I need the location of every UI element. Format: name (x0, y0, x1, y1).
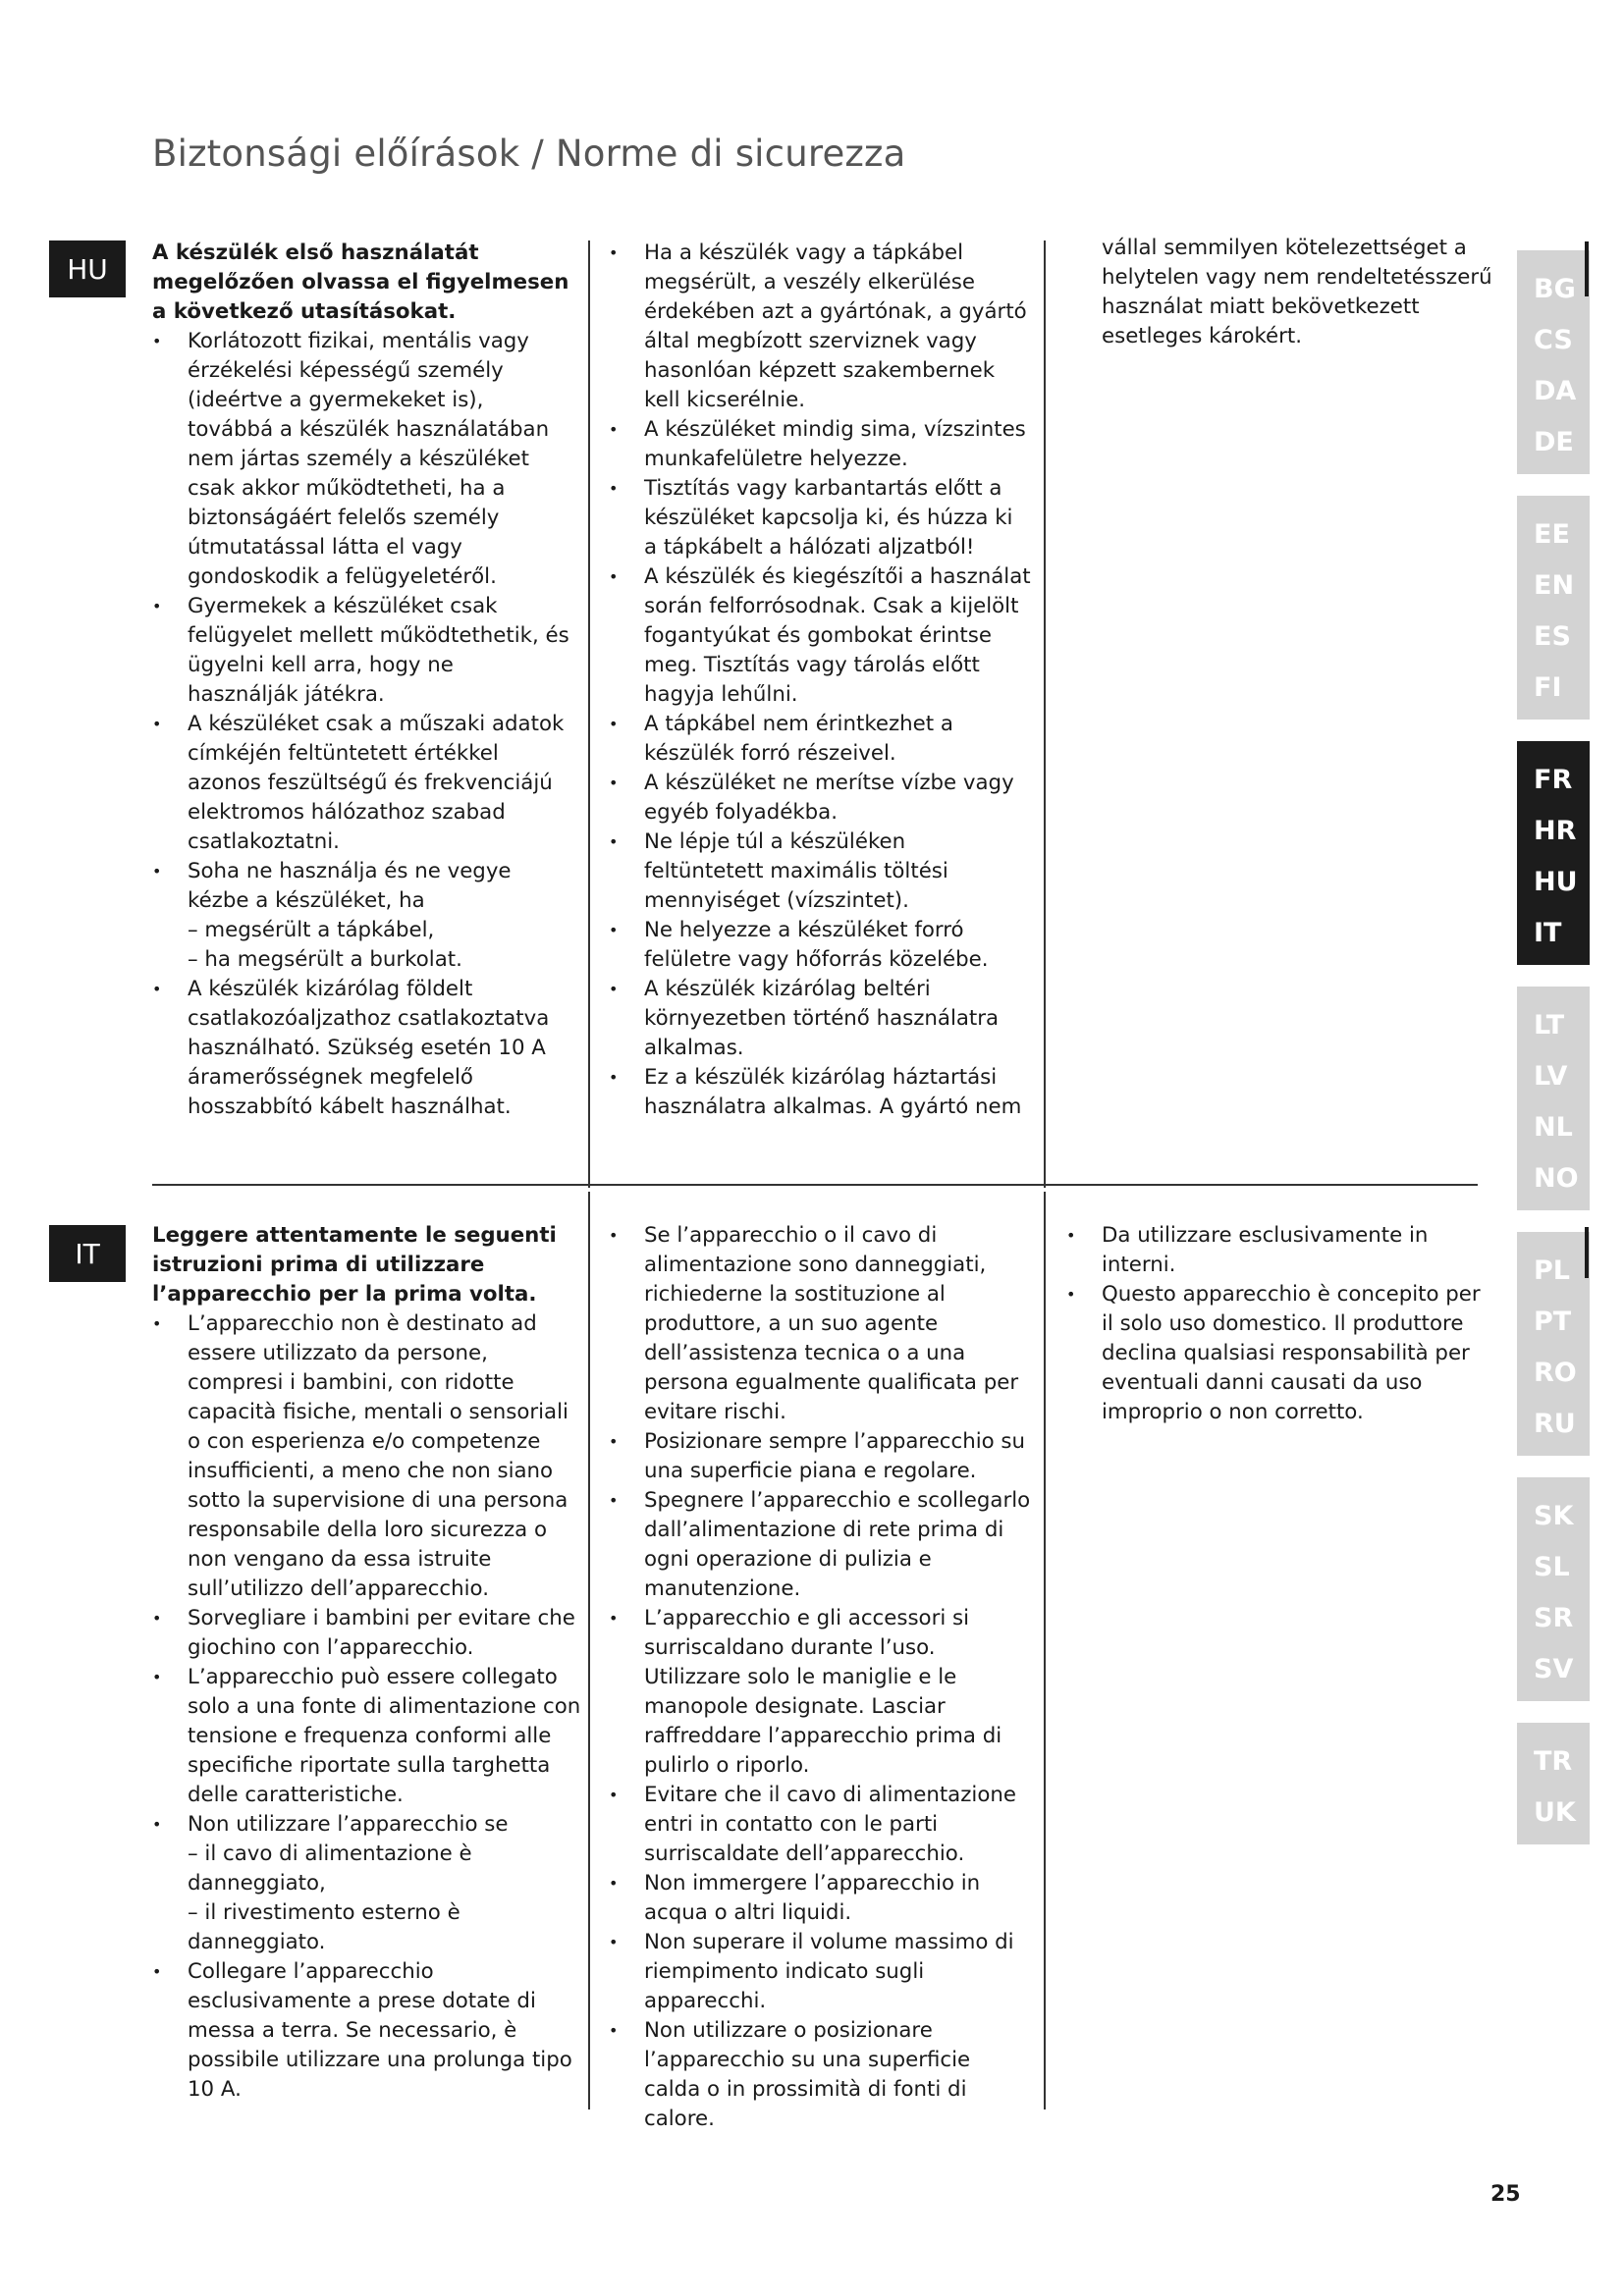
tab-hr[interactable]: HR (1534, 816, 1577, 846)
hu-column-3 (1102, 234, 1494, 351)
page-title: Biztonsági előírások / Norme di sicurezza (152, 133, 906, 175)
it-item-9: • L’apparecchio e gli accessori si surriscaldano durante l’uso. Utilizzare solo le maniglie e le manopole designate. Lasciar raffreddare l’apparecchio prima di pulirlo o riporlo. (609, 1604, 1031, 1781)
it-column-2 (609, 1221, 1031, 2134)
hu-item-11: • A készüléket ne merítse vízbe vagy egyéb folyadékba. (609, 769, 1031, 828)
section-divider (152, 1184, 1478, 1186)
section-marker-it (1585, 1227, 1589, 1278)
hu-item-10: • A tápkábel nem érintkezhet a készülék forró részeivel. (609, 710, 1031, 769)
hu-item-9: • A készülék és kiegészítői a használat során felforrósodnak. Csak a kijelölt fogantyúkat és gombokat érintse meg. Tisztítás vagy tárolás előtt hagyja lehűlni. (609, 562, 1031, 710)
tab-ru[interactable]: RU (1534, 1409, 1576, 1439)
hu-item-8: • Tisztítás vagy karbantartás előtt a készüléket kapcsolja ki, és húzza ki a tápkábelt a hálózati aljzatból! (609, 474, 1031, 562)
tab-group-5 (1517, 1232, 1590, 1456)
hu-continuation: vállal semmilyen kötelezettséget a helytelen vagy nem rendeltetésszerű használat miatt bekövetkezett esetleges károkért. (1102, 236, 1492, 348)
it-column-3 (1066, 1221, 1498, 1427)
tab-pt[interactable]: PT (1534, 1307, 1572, 1337)
hu-item-4-sub-1: – megsérült a tápkábel, (188, 918, 435, 942)
it-item-10: • Evitare che il cavo di alimentazione entri in contatto con le parti surriscaldate dell’apparecchio. (609, 1781, 1031, 1869)
it-intro: Leggere attentamente le seguenti istruzioni prima di utilizzare l’apparecchio per la prima volta. (152, 1223, 557, 1307)
tab-bg[interactable]: BG (1534, 274, 1576, 304)
it-item-11: • Non immergere l’apparecchio in acqua o altri liquidi. (609, 1869, 1031, 1928)
tab-nl[interactable]: NL (1534, 1112, 1573, 1143)
hu-column-1 (152, 239, 569, 1122)
it-item-3: • L’apparecchio può essere collegato solo a una fonte di alimentazione con tensione e frequenza conformi alle specifiche riportate sulla targhetta delle caratteristiche. (152, 1663, 584, 1810)
it-item-2: • Sorvegliare i bambini per evitare che giochino con l’apparecchio. (152, 1604, 584, 1663)
page-number: 25 (1490, 2182, 1521, 2207)
it-item-4-text: Non utilizzare l’apparecchio se (188, 1812, 509, 1837)
it-item-8: • Spegnere l’apparecchio e scollegarlo dall’alimentazione di rete prima di ogni operazione di pulizia e manutenzione. (609, 1486, 1031, 1604)
hu-item-15: • Ez a készülék kizárólag háztartási használatra alkalmas. A gyártó nem (609, 1063, 1031, 1122)
tab-no[interactable]: NO (1534, 1163, 1579, 1194)
language-tabs (1517, 250, 1590, 1866)
tab-group-3-active (1517, 741, 1590, 965)
tab-lv[interactable]: LV (1534, 1061, 1568, 1092)
hu-intro: A készülék első használatát megelőzően olvassa el figyelmesen a következő utasításokat. (152, 240, 569, 324)
it-item-5: • Collegare l’apparecchio esclusivamente a prese dotate di messa a terra. Se necessario, è possibile utilizzare una prolunga tipo 10 A. (152, 1957, 584, 2105)
it-item-13: • Non utilizzare o posizionare l’apparecchio su una superficie calda o in prossimità di fonti di calore. (609, 2016, 1031, 2134)
tab-group-1 (1517, 250, 1590, 474)
tab-es[interactable]: ES (1534, 621, 1571, 652)
hu-item-3: • A készüléket csak a műszaki adatok címkéjén feltüntetett értékkel azonos feszültségű és frekvenciájú elektromos hálózathoz szabad csatlakoztatni. (152, 710, 569, 857)
tab-lt[interactable]: LT (1534, 1010, 1565, 1041)
column-divider (588, 240, 590, 1188)
hu-item-4-sub-2: – ha megsérült a burkolat. (188, 947, 462, 972)
hu-item-14: • A készülék kizárólag beltéri környezetben történő használatra alkalmas. (609, 975, 1031, 1063)
tab-fi[interactable]: FI (1534, 672, 1562, 703)
hu-item-5: • A készülék kizárólag földelt csatlakozóaljzathoz csatlakoztatva használható. Szükség esetén 10 A áramerősségnek megfelelő hosszabbító kábelt használhat. (152, 975, 569, 1122)
it-column-1 (152, 1221, 584, 2105)
hu-item-13: • Ne helyezze a készüléket forró felületre vagy hőforrás közelébe. (609, 916, 1031, 975)
tab-ee[interactable]: EE (1534, 519, 1570, 550)
section-marker-hu (1585, 241, 1589, 296)
it-item-12: • Non superare il volume massimo di riempimento indicato sugli apparecchi. (609, 1928, 1031, 2016)
tab-fr[interactable]: FR (1534, 765, 1573, 795)
it-item-7: • Posizionare sempre l’apparecchio su una superficie piana e regolare. (609, 1427, 1031, 1486)
it-item-1: • L’apparecchio non è destinato ad essere utilizzato da persone, compresi i bambini, con ridotte capacità fisiche, mentali o sensoriali o con esperienza e/o competenze insufficienti, a meno che non siano sotto la supervisione di una persona responsabile della loro sicurezza o non vengano da essa istruite sull’utilizzo dell’apparecchio. (152, 1309, 584, 1604)
it-item-6: • Se l’apparecchio o il cavo di alimentazione sono danneggiati, richiederne la sostituzione al produttore, a un suo agente dell’assistenza tecnica o a una persona egualmente qualificata per evitare rischi. (609, 1221, 1031, 1427)
tab-de[interactable]: DE (1534, 427, 1574, 457)
tab-sk[interactable]: SK (1534, 1501, 1574, 1531)
it-item-4-sub-1: – il cavo di alimentazione è danneggiato, (188, 1842, 472, 1896)
tab-group-2 (1517, 496, 1590, 720)
hu-item-6: • Ha a készülék vagy a tápkábel megsérült, a veszély elkerülése érdekében azt a gyártónak, a gyártó által megbízott szerviznek vagy hasonlóan képzett szakembernek kell kicserélnie. (609, 239, 1031, 415)
column-divider (1044, 1192, 1046, 2109)
tab-it[interactable]: IT (1534, 918, 1562, 948)
it-item-4-sub-2: – il rivestimento esterno è danneggiato. (188, 1900, 460, 1954)
it-item-15: • Questo apparecchio è concepito per il solo uso domestico. Il produttore declina qualsiasi responsabilità per eventuali danni causati da uso improprio o non corretto. (1066, 1280, 1498, 1427)
tab-cs[interactable]: CS (1534, 325, 1573, 355)
hu-item-4-text: Soha ne használja és ne vegye kézbe a készüléket, ha (188, 859, 512, 913)
hu-item-12: • Ne lépje túl a készüléken feltüntetett maximális töltési mennyiséget (vízszintet). (609, 828, 1031, 916)
tab-en[interactable]: EN (1534, 570, 1575, 601)
tab-tr[interactable]: TR (1534, 1746, 1573, 1777)
tab-sv[interactable]: SV (1534, 1654, 1574, 1684)
hu-item-2: • Gyermekek a készüléket csak felügyelet mellett működtethetik, és ügyelni kell arra, hogy ne használják játékra. (152, 592, 569, 710)
tab-group-4 (1517, 987, 1590, 1210)
hu-item-1: • Korlátozott fizikai, mentális vagy érzékelési képességű személy (ideértve a gyermekeket is), továbbá a készülék használatában nem jártas személy a készüléket csak akkor működtetheti, ha a biztonságáért felelős személy útmutatással látta el vagy gondoskodik a felügyeletéről. (152, 327, 569, 592)
lang-badge-it: IT (49, 1225, 126, 1282)
tab-sr[interactable]: SR (1534, 1603, 1574, 1633)
tab-hu[interactable]: HU (1534, 867, 1578, 897)
hu-item-7: • A készüléket mindig sima, vízszintes munkafelületre helyezze. (609, 415, 1031, 474)
tab-uk[interactable]: UK (1534, 1797, 1576, 1828)
tab-da[interactable]: DA (1534, 376, 1577, 406)
column-divider (1044, 240, 1046, 1188)
lang-badge-hu: HU (49, 240, 126, 297)
tab-ro[interactable]: RO (1534, 1358, 1577, 1388)
tab-pl[interactable]: PL (1534, 1255, 1570, 1286)
tab-sl[interactable]: SL (1534, 1552, 1570, 1582)
it-item-4 (152, 1810, 584, 1957)
tab-group-6 (1517, 1477, 1590, 1701)
hu-column-2 (609, 239, 1031, 1122)
column-divider (588, 1192, 590, 2109)
tab-group-7 (1517, 1723, 1590, 1844)
hu-item-4 (152, 857, 569, 975)
it-item-14: • Da utilizzare esclusivamente in interni. (1066, 1221, 1498, 1280)
